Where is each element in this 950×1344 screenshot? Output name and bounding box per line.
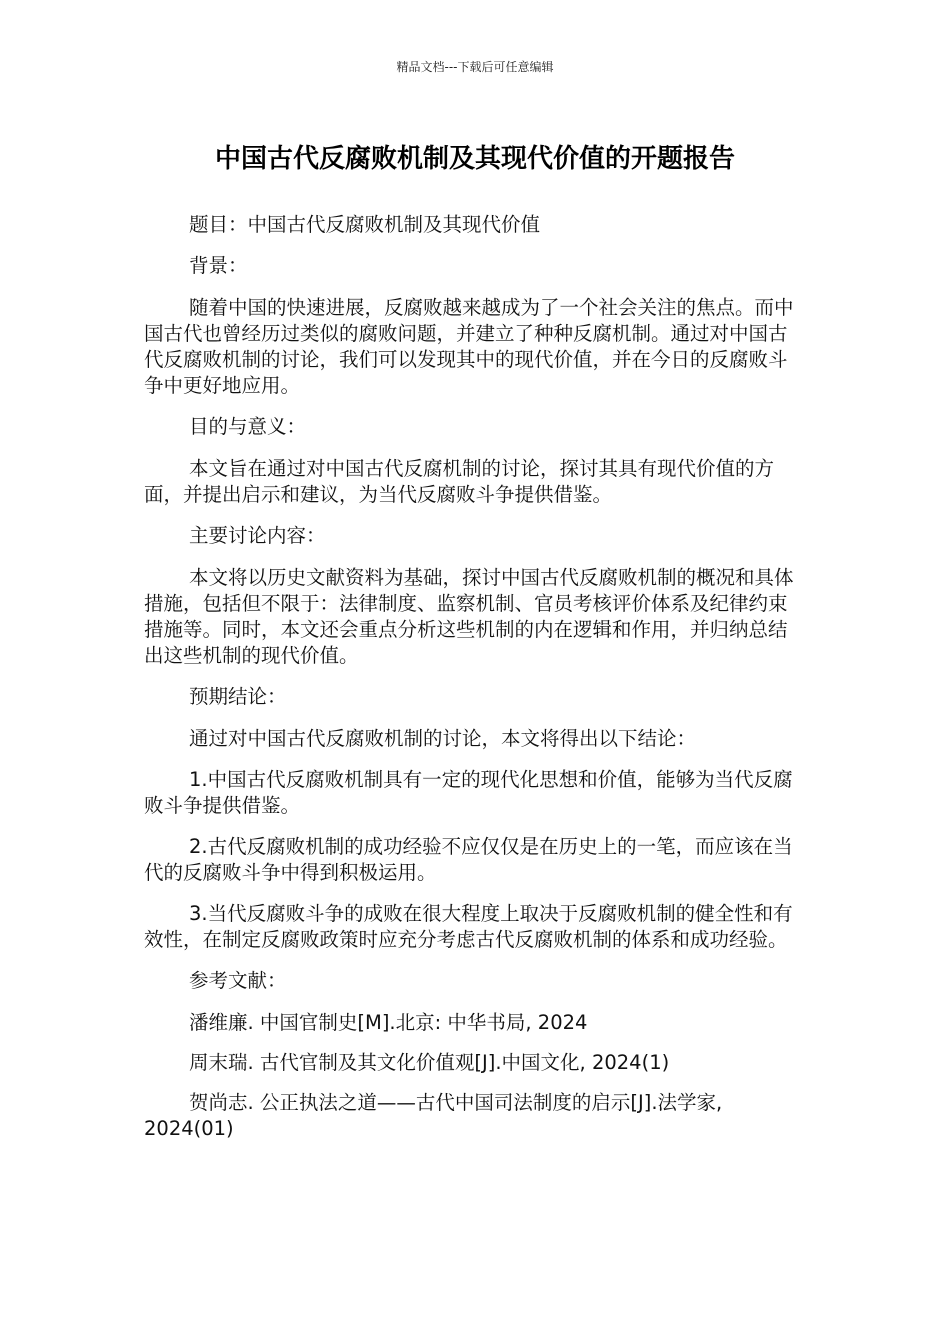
background-heading: 背景： bbox=[189, 254, 248, 277]
purpose-paragraph: 本文旨在通过对中国古代反腐机制的讨论，探讨其具有现代价值的方面，并提出启示和建议，为当代反腐败斗争提供借鉴。 bbox=[144, 457, 775, 506]
conclusion-item-1: 1.中国古代反腐败机制具有一定的现代化思想和价值，能够为当代反腐败斗争提供借鉴。 bbox=[144, 768, 793, 817]
purpose-heading: 目的与意义： bbox=[189, 415, 307, 438]
reference-item-2: 周末瑞. 古代官制及其文化价值观[J].中国文化, 2024(1) bbox=[189, 1051, 670, 1074]
conclusion-item-2: 2.古代反腐败机制的成功经验不应仅仅是在历史上的一笔，而应该在当代的反腐败斗争中得到积极运用。 bbox=[144, 835, 793, 884]
document-body bbox=[144, 212, 794, 1156]
conclusion-heading: 预期结论： bbox=[189, 685, 287, 708]
conclusion-item-3: 3.当代反腐败斗争的成败在很大程度上取决于反腐败机制的健全性和有效性，在制定反腐败政策时应充分考虑古代反腐败机制的体系和成功经验。 bbox=[144, 902, 793, 951]
reference-item-1: 潘维廉. 中国官制史[M].北京: 中华书局, 2024 bbox=[189, 1011, 588, 1034]
reference-item-3: 贺尚志. 公正执法之道——古代中国司法制度的启示[J].法学家, 2024(01) bbox=[144, 1091, 723, 1140]
main-content-paragraph: 本文将以历史文献资料为基础，探讨中国古代反腐败机制的概况和具体措施，包括但不限于：法律制度、监察机制、官员考核评价体系及纪律约束措施等。同时，本文还会重点分析这些机制的内在逻辑和作用，并归纳总结出这些机制的现代价值。 bbox=[144, 566, 794, 667]
header-note: 精品文档---下载后可任意编辑 bbox=[396, 60, 554, 74]
conclusion-intro: 通过对中国古代反腐败机制的讨论，本文将得出以下结论： bbox=[189, 727, 697, 750]
topic-line: 题目：中国古代反腐败机制及其现代价值 bbox=[189, 213, 541, 236]
background-paragraph: 随着中国的快速进展，反腐败越来越成为了一个社会关注的焦点。而中国古代也曾经历过类似的腐败问题，并建立了种种反腐机制。通过对中国古代反腐败机制的讨论，我们可以发现其中的现代价值，并在今日的反腐败斗争中更好地应用。 bbox=[144, 296, 794, 397]
main-content-heading: 主要讨论内容： bbox=[189, 524, 326, 547]
references-heading: 参考文献： bbox=[189, 969, 287, 992]
document-title: 中国古代反腐败机制及其现代价值的开题报告 bbox=[214, 144, 735, 174]
